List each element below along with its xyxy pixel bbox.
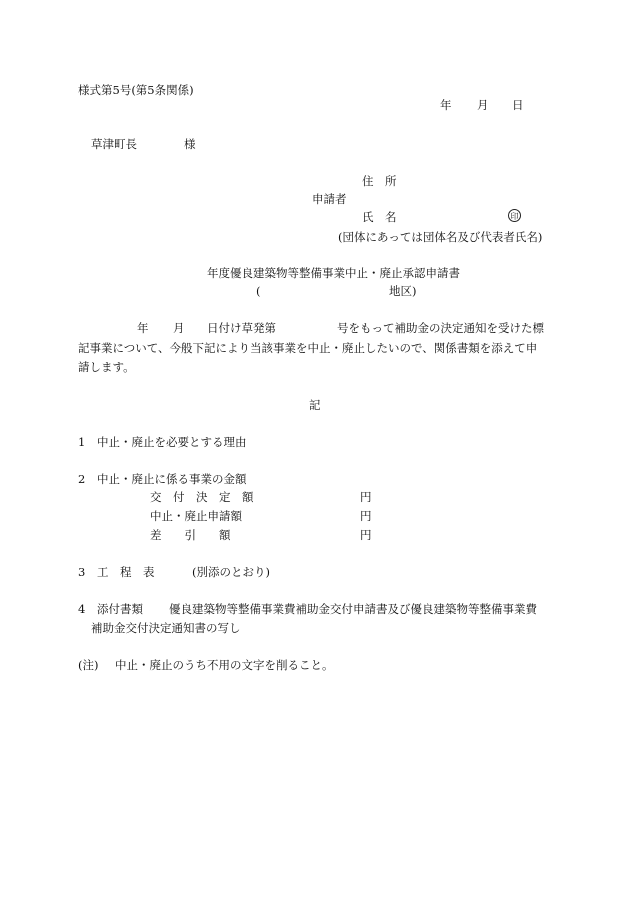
date-day: 日	[512, 98, 524, 112]
item4-text1: 優良建築物等整備事業費補助金交付申請書及び優良建築物等整備事業費	[169, 602, 537, 616]
document-title: 年度優良建築物等整備事業中止・廃止承認申請書	[207, 266, 460, 280]
applicant-note: (団体にあっては団体名及び代表者氏名)	[338, 230, 543, 244]
date-month: 月	[477, 98, 489, 112]
amount-requested-label: 中止・廃止申請額	[150, 509, 242, 523]
body-year: 年	[137, 321, 149, 335]
addressee-honorific: 様	[184, 137, 196, 151]
amount-difference-unit: 円	[360, 528, 372, 542]
name-label: 氏 名	[362, 210, 397, 224]
district-open: (	[256, 284, 261, 298]
amount-difference-label: 差 引 額	[150, 528, 231, 542]
item3-number: 3	[78, 565, 86, 579]
seal-mark: 印	[508, 209, 521, 222]
applicant-label: 申請者	[312, 192, 347, 206]
form-number: 様式第5号(第5条関係)	[78, 83, 194, 97]
item1-label: 中止・廃止を必要とする理由	[97, 435, 247, 449]
amount-decision-unit: 円	[360, 490, 372, 504]
body-issue: 日付け草発第	[207, 321, 276, 335]
item4-label: 添付書類	[97, 602, 143, 616]
item3-note: (別添のとおり)	[192, 565, 270, 579]
item1-number: 1	[78, 435, 86, 449]
amount-requested-unit: 円	[360, 509, 372, 523]
item4-number: 4	[78, 602, 86, 616]
body-line2: 記事業について、今般下記により当該事業を中止・廃止したいので、関係書類を添えて申	[78, 341, 538, 355]
addressee-name: 草津町長	[91, 137, 137, 151]
body-line1-rest: 号をもって補助金の決定通知を受けた標	[337, 321, 544, 335]
ki-heading: 記	[309, 398, 321, 412]
footnote-text: 中止・廃止のうち不用の文字を削ること。	[115, 658, 334, 672]
item2-number: 2	[78, 472, 86, 486]
item2-label: 中止・廃止に係る事業の金額	[97, 472, 247, 486]
amount-decision-label: 交 付 決 定 額	[150, 490, 254, 504]
footnote-prefix: (注)	[78, 658, 99, 672]
body-line3: 請します。	[78, 360, 135, 374]
item3-label: 工 程 表	[97, 565, 155, 579]
body-month: 月	[173, 321, 185, 335]
district-close: 地区)	[389, 284, 417, 298]
date-year: 年	[440, 98, 452, 112]
item4-text2: 補助金交付決定通知書の写し	[91, 621, 241, 635]
address-label: 住 所	[362, 174, 397, 188]
